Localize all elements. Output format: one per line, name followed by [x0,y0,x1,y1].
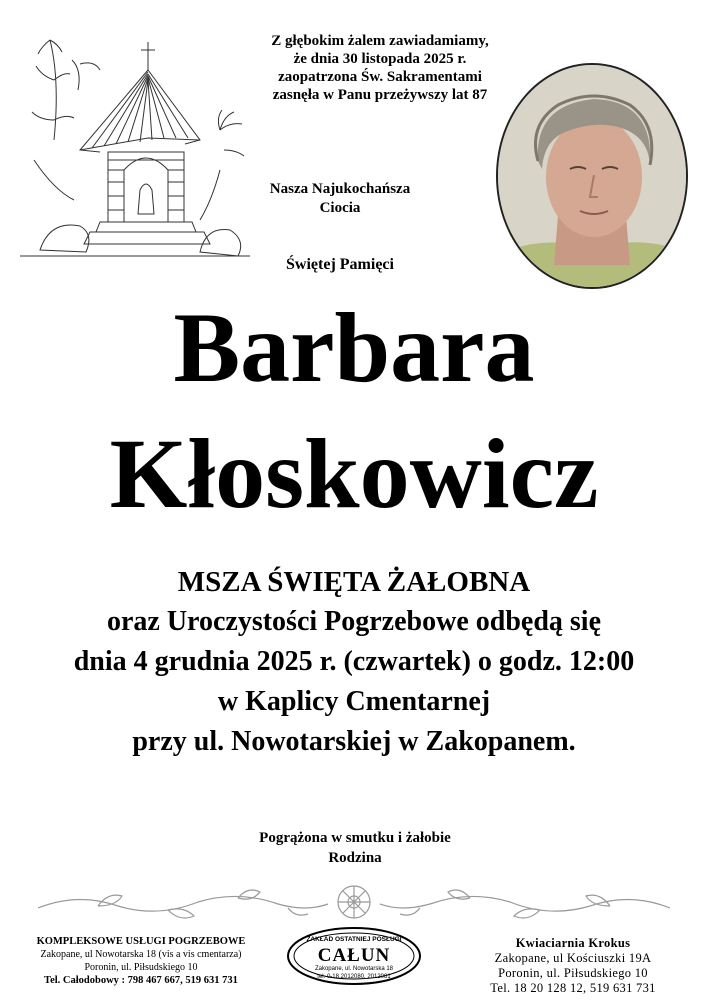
mass-line: przy ul. Nowotarskiej w Zakopanem. [132,726,576,757]
florist-ad [448,936,698,996]
funeral-mass-info [0,562,708,762]
logo-top-text: ZAKŁAD OSTATNIEJ POSŁUGI [306,936,402,943]
announcement-line: zasnęła w Panu przeżywszy lat 87 [272,87,488,103]
portrait-photo [496,63,688,289]
florist-address: Poronin, ul. Piłsudskiego 10 [498,966,648,980]
relation-line: Ciocia [319,200,361,216]
floral-ornament-divider [38,882,670,926]
last-name: Kłoskowicz [109,418,599,529]
mass-heading: MSZA ŚWIĘTA ŻAŁOBNA [177,566,531,598]
portrait-illustration [498,65,686,287]
family-signature [200,828,510,868]
florist-heading: Kwiaciarnia Krokus [515,936,631,950]
calun-logo [285,925,423,987]
funeral-services-heading: KOMPLEKSOWE USŁUGI POGRZEBOWE [36,936,246,947]
funeral-services-address: Poronin, ul. Piłsudskiego 10 [84,962,198,973]
funeral-services-ad [6,935,276,987]
announcement-line: zaopatrzona Św. Sakramentami [278,69,482,85]
announcement-line: Z głębokim żalem zawiadamiamy, [271,33,489,49]
announcement-line: że dnia 30 listopada 2025 r. [293,51,467,67]
relation-line: Nasza Najukochańsza [269,181,411,197]
first-name: Barbara [173,292,535,403]
logo-phone: tel. 0-18 2012080, 2012081 [317,974,391,980]
relation-text [240,180,440,218]
mass-line: dnia 4 grudnia 2025 r. (czwartek) o godz. 12:00 [73,646,635,677]
florist-address: Zakopane, ul Kościuszki 19A [494,951,652,965]
family-line: Pogrążona w smutku i żałobie [259,830,451,846]
mass-line: oraz Uroczystości Pogrzebowe odbędą się [106,606,602,637]
logo-address: Zakopane, ul. Nowotarska 18 [314,966,394,972]
family-line: Rodzina [328,850,382,866]
funeral-services-address: Zakopane, ul Nowotarska 18 (vis a vis cmentarza) [40,949,242,960]
memory-label: Świętej Pamięci [286,256,394,273]
logo-name: CAŁUN [317,945,391,966]
announcement-text [190,32,570,104]
mass-line: w Kaplicy Cmentarnej [217,686,491,717]
funeral-services-phone: Tel. Całodobowy : 798 467 667, 519 631 731 [44,975,238,986]
florist-phone: Tel. 18 20 128 12, 519 631 731 [490,981,656,995]
